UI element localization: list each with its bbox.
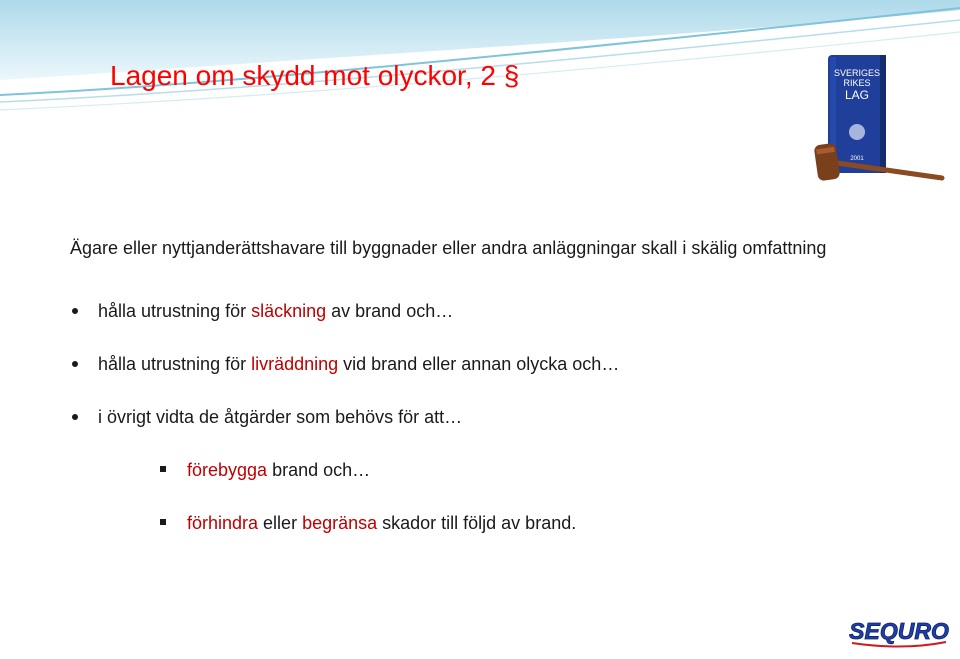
- square-bullet-icon: [160, 519, 166, 525]
- intro-text: Ägare eller nyttjanderättshavare till byggnader eller andra anläggningar skall i skälig omfattning: [70, 238, 827, 258]
- book-line2: RIKES: [843, 78, 871, 88]
- square-bullet-icon: [160, 466, 166, 472]
- slide-title: Lagen om skydd mot olyckor, 2 §: [110, 60, 520, 91]
- highlight-term: livräddning: [251, 354, 339, 374]
- bullet-dot-icon: [72, 308, 78, 314]
- slide: Lagen om skydd mot olyckor, 2 § SVERIGES RIKES LAG 2001 Ägare eller nyttjanderättshavare till byggnader eller andra anläggningar skall i skälig omfattning hålla utrustning för släckning av brand och… hålla utrustning för livräddning vid brand eller annan olycka och… i övrigt vidta de åtgärder som behövs för att… förebygga brand och… förhindra eller begränsa skador till följd av brand. SEQURO: [0, 0, 960, 659]
- law-book-gavel-image: [808, 52, 948, 187]
- highlight-term: förhindra: [187, 513, 259, 533]
- sequro-logo: [846, 614, 952, 648]
- highlight-term: släckning: [251, 301, 327, 321]
- highlight-term: förebygga: [187, 460, 268, 480]
- book-line3: LAG: [844, 88, 870, 102]
- bullet-dot-icon: [72, 361, 78, 367]
- highlight-term: begränsa: [302, 513, 378, 533]
- book-line1: SVERIGES: [833, 68, 881, 78]
- bullet-dot-icon: [72, 414, 78, 420]
- svg-text:SEQURO: SEQURO: [849, 618, 949, 644]
- book-year: 2001: [850, 156, 864, 162]
- book-emblem-icon: [849, 124, 865, 140]
